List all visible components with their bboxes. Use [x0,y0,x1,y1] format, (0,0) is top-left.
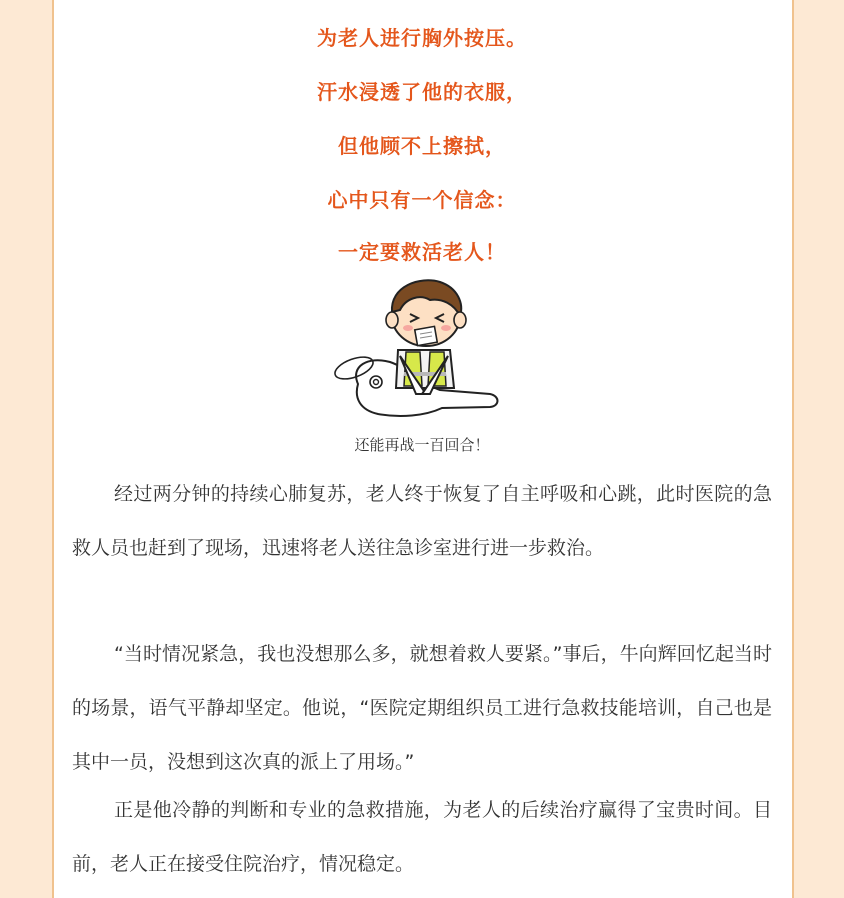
highlight-line-3: 但他顾不上擦拭， [338,134,506,158]
paragraph-1: 经过两分钟的持续心肺复苏，老人终于恢复了自主呼吸和心跳，此时医院的急救人员也赶到了现场，迅速将老人送往急诊室进行进一步救治。 [72,483,772,559]
cartoon-doctor-cpr-illustration [330,276,500,424]
highlight-line-4: 心中只有一个信念： [327,188,517,212]
illustration-caption: 还能再战一百回合！ [354,436,490,454]
highlight-line-1: 为老人进行胸外按压。 [317,26,527,50]
highlight-line-5: 一定要救活老人！ [338,240,506,264]
paragraph-2: “当时情况紧急，我也没想那么多，就想着救人要紧。”事后，牛向辉回忆起当时的场景，语气平静却坚定。他说，“医院定期组织员工进行急救技能培训，自己也是其中一员，没想到这次真的派上了用场。” [72,643,772,773]
paragraph-3: 正是他冷静的判断和专业的急救措施，为老人的后续治疗赢得了宝贵时间。目前，老人正在接受住院治疗，情况稳定。 [72,799,772,875]
highlight-line-2: 汗水浸透了他的衣服， [317,80,527,104]
